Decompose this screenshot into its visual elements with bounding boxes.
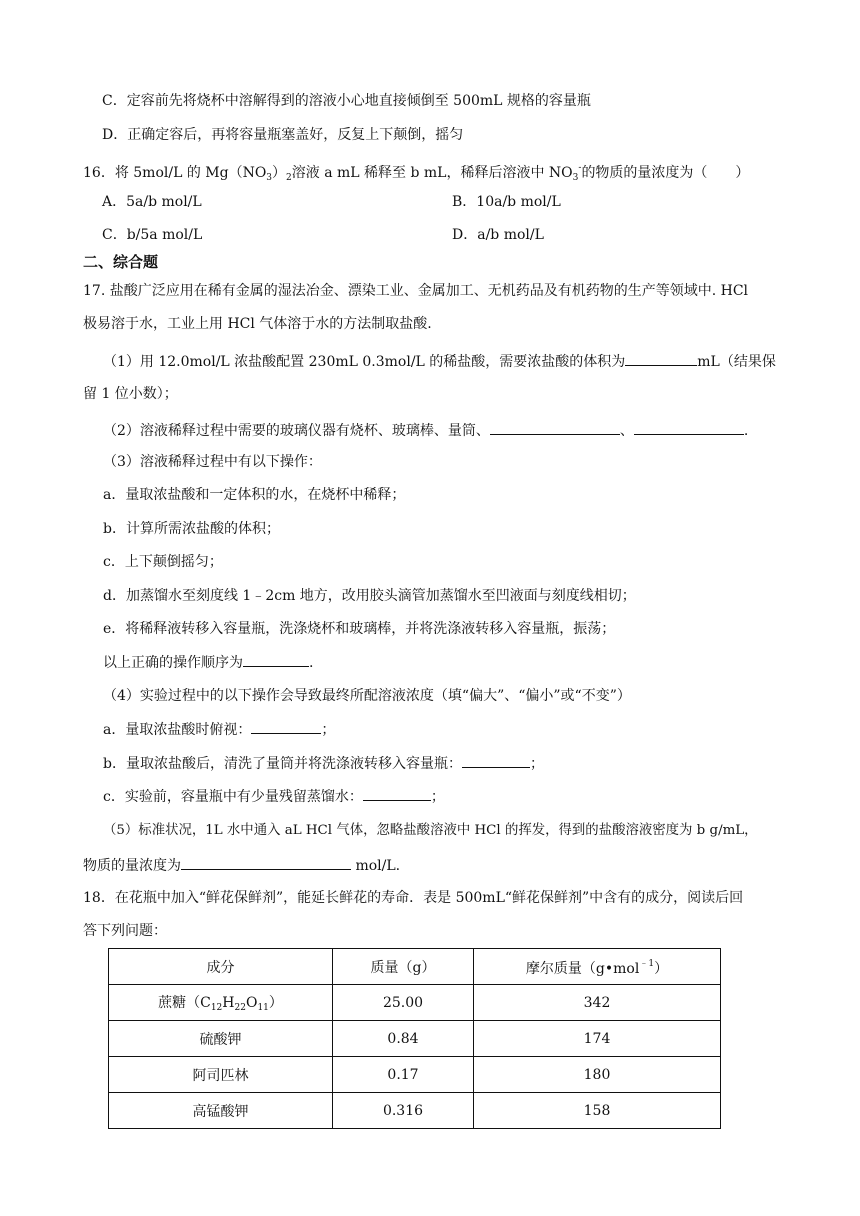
cell-molar-mass: 158 — [474, 1093, 721, 1129]
q17-part1-text: （1）用 12.0mol/L 浓盐酸配置 230mL 0.3mol/L 的稀盐酸，需要浓盐酸的体积为 — [103, 354, 626, 370]
q16-stem-part2: ） — [272, 165, 287, 181]
q17-part4-b-text: b．量取浓盐酸后，清洗了量筒并将洗涤液转移入容量瓶： — [103, 756, 462, 772]
cell-molar-mass: 174 — [474, 1021, 721, 1057]
q17-part2-text: （2）溶液稀释过程中需要的玻璃仪器有烧杯、玻璃棒、量筒、 — [103, 423, 490, 439]
cell-molar-mass: 180 — [474, 1057, 721, 1093]
q18-intro-line2: 答下列问题： — [83, 923, 167, 939]
header-ingredient: 成分 — [109, 949, 333, 985]
q17-part4-intro: （4）实验过程中的以下操作会导致最终所配溶液浓度（填“偏大”、“偏小”或“不变”） — [103, 688, 631, 704]
answer-blank-instrument-1[interactable] — [490, 420, 620, 435]
q17-step-c: c．上下颠倒摇匀； — [103, 554, 223, 570]
answer-blank-4a[interactable] — [251, 719, 321, 734]
header-molar-mass-sup: ﹣1 — [639, 958, 655, 969]
header-molar-mass — [474, 949, 721, 985]
q17-part2 — [103, 420, 748, 441]
ingredient-table — [108, 948, 721, 1129]
sucrose-h: H — [222, 995, 235, 1011]
q15-option-c: C．定容前先将烧杯中溶解得到的溶液小心地直接倾倒至 500mL 规格的容量瓶 — [102, 93, 591, 109]
q18-intro-line1: 18．在花瓶中加入“鲜花保鲜剂”，能延长鲜花的寿命．表是 500mL“鲜花保鲜剂”中含有的成分，阅读后回 — [83, 890, 744, 906]
sucrose-sub-o: 11 — [257, 1003, 269, 1013]
cell-mass: 25.00 — [333, 985, 474, 1021]
cell-mass: 0.316 — [333, 1093, 474, 1129]
q17-part5-unit: mol/L. — [351, 858, 401, 874]
q17-order — [103, 652, 313, 673]
q16-stem-part3: 溶液 a mL 稀释至 b mL，稀释后溶液中 NO — [291, 165, 573, 181]
header-molar-mass-close: ） — [654, 960, 669, 977]
table-row — [109, 1093, 721, 1129]
q16-option-d: D．a/b mol/L — [452, 227, 544, 243]
q17-intro-line2: 极易溶于水，工业上用 HCl 气体溶于水的方法制取盐酸. — [83, 316, 432, 332]
cell-ingredient: 高锰酸钾 — [109, 1093, 333, 1129]
q17-part4-a-text: a．量取浓盐酸时俯视： — [103, 722, 252, 738]
header-mass: 质量（g） — [333, 949, 474, 985]
q17-intro-line1: 17. 盐酸广泛应用在稀有金属的湿法冶金、漂染工业、金属加工、无机药品及有机药物的生产等领域中. HCl — [83, 283, 749, 299]
q17-step-b: b．计算所需浓盐酸的体积； — [103, 521, 280, 537]
q17-part4-c-text: c．实验前，容量瓶中有少量残留蒸馏水： — [103, 789, 363, 805]
answer-blank-4b[interactable] — [462, 753, 530, 768]
q17-step-d: d．加蒸馏水至刻度线 1﹣2cm 地方，改用胶头滴管加蒸馏水至凹液面与刻度线相切； — [103, 588, 636, 604]
sucrose-o: O — [245, 995, 258, 1011]
q17-part2-sep: 、 — [619, 423, 634, 439]
q17-part4-c — [103, 786, 445, 807]
q17-part2-end: . — [743, 423, 749, 439]
q17-step-e: e．将稀释液转移入容量瓶，洗涤烧杯和玻璃棒，并将洗涤液转移入容量瓶，振荡； — [103, 621, 616, 637]
q16-stem — [83, 158, 749, 188]
cell-mass: 0.17 — [333, 1057, 474, 1093]
q17-part1-suffix: mL（结果保 — [697, 354, 776, 370]
q16-sub-3b: 3 — [572, 173, 579, 183]
q17-order-end: . — [309, 655, 314, 671]
cell-molar-mass: 342 — [474, 985, 721, 1021]
answer-blank-volume[interactable] — [625, 351, 697, 366]
q17-part4-b — [103, 753, 544, 774]
q16-sup-minus: - — [578, 163, 582, 173]
q17-part4-b-end: ； — [529, 756, 544, 772]
q17-part5-text: 物质的量浓度为 — [83, 858, 181, 874]
cell-ingredient: 硫酸钾 — [109, 1021, 333, 1057]
answer-blank-instrument-2[interactable] — [634, 420, 744, 435]
cell-ingredient: 阿司匹林 — [109, 1057, 333, 1093]
q17-part4-c-end: ； — [430, 789, 445, 805]
q16-stem-part4: 的物质的量浓度为（ ） — [581, 165, 750, 181]
q16-sub-2: 2 — [286, 173, 292, 183]
q16-stem-part1: 16．将 5mol/L 的 Mg（NO — [83, 165, 267, 181]
q17-part4-a-end: ； — [321, 722, 336, 738]
q17-part3-intro: （3）溶液稀释过程中有以下操作： — [103, 454, 322, 470]
cell-mass: 0.84 — [333, 1021, 474, 1057]
q15-option-d: D．正确定容后，再将容量瓶塞盖好，反复上下颠倒，摇匀 — [102, 127, 464, 143]
sucrose-text: 蔗糖（C — [158, 995, 211, 1011]
q17-part1-line2: 留 1 位小数）； — [83, 386, 178, 402]
q17-step-a: a．量取浓盐酸和一定体积的水，在烧杯中稀释； — [103, 487, 406, 503]
answer-blank-concentration[interactable] — [181, 855, 351, 870]
ingredient-sucrose — [109, 985, 333, 1021]
q17-order-text: 以上正确的操作顺序为 — [103, 655, 243, 671]
q17-part5-line2 — [83, 855, 400, 876]
q16-option-b: B．10a/b mol/L — [452, 194, 561, 210]
q16-sub-3a: 3 — [266, 173, 273, 183]
q17-part1-line1 — [103, 351, 776, 372]
section-heading: 二、综合题 — [83, 253, 159, 271]
header-molar-mass-text: 摩尔质量（g•mol — [525, 960, 640, 977]
table-header-row — [109, 949, 721, 985]
sucrose-sub-c: 12 — [210, 1003, 223, 1013]
answer-blank-order[interactable] — [243, 652, 309, 667]
q17-part4-a — [103, 719, 335, 740]
q16-option-a: A．5a/b mol/L — [102, 194, 202, 210]
sucrose-sub-h: 22 — [234, 1003, 246, 1013]
q17-part5-line1: （5）标准状况，1L 水中通入 aL HCl 气体，忽略盐酸溶液中 HCl 的挥发，得到的盐酸溶液密度为 b g/mL， — [103, 823, 758, 838]
table-row — [109, 1021, 721, 1057]
q16-option-c: C．b/5a mol/L — [102, 227, 203, 243]
answer-blank-4c[interactable] — [363, 786, 431, 801]
sucrose-close: ） — [268, 995, 283, 1011]
table-row — [109, 985, 721, 1021]
table-row — [109, 1057, 721, 1093]
